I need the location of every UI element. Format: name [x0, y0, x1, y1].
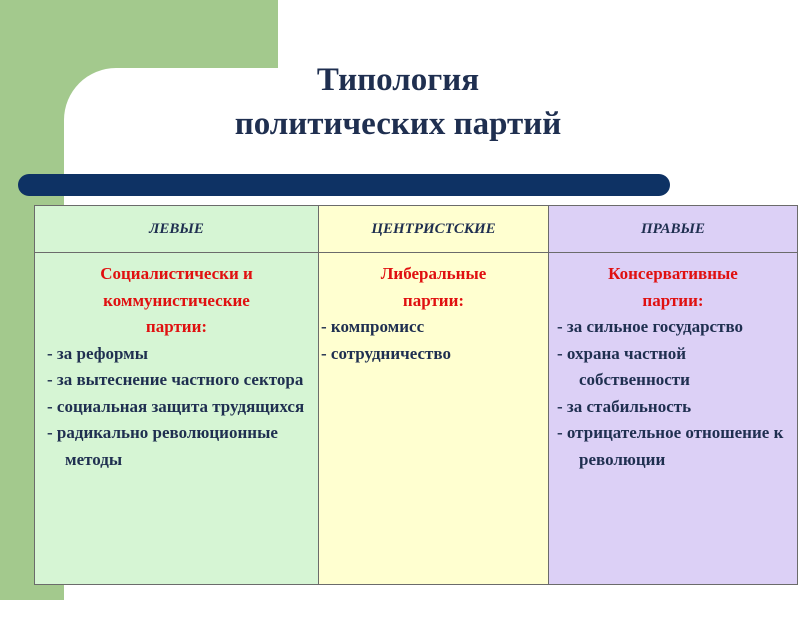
left-parties-title — [35, 261, 318, 341]
list-item: - радикально революционные методы — [47, 423, 278, 469]
right-parties-title — [549, 261, 797, 314]
party-typology-table — [34, 205, 798, 585]
centrist-parties-list — [319, 314, 548, 367]
header-right: ПРАВЫЕ — [549, 206, 798, 253]
list-item: - отрицательное отношение к революции — [557, 423, 784, 469]
centrist-parties-cell — [319, 253, 549, 585]
left-parties-cell — [35, 253, 319, 585]
list-item: - компромисс — [321, 317, 425, 336]
list-item: - за сильное государство — [557, 317, 744, 336]
header-center: ЦЕНТРИСТСКИЕ — [319, 206, 549, 253]
left-parties-list — [35, 341, 318, 474]
right-parties-cell — [549, 253, 798, 585]
centrist-title-line: Либеральные — [380, 264, 487, 283]
left-title-line: партии: — [145, 317, 208, 336]
table-body-row — [35, 253, 798, 585]
title-line-1: Типология — [316, 62, 480, 98]
list-item: - за вытеснение частного сектора — [47, 370, 304, 389]
list-item: - охрана частной собственности — [557, 343, 690, 389]
right-title-line: партии: — [642, 290, 704, 310]
title-line-2: политических партий — [234, 106, 562, 142]
list-item: - сотрудничество — [321, 343, 451, 363]
title-divider-bar — [18, 174, 670, 196]
table-header-row — [35, 206, 798, 253]
centrist-parties-title — [319, 261, 548, 314]
header-left: ЛЕВЫЕ — [35, 206, 319, 253]
list-item: - за стабильность — [557, 396, 692, 416]
centrist-title-line: партии: — [402, 290, 465, 310]
slide-title — [148, 58, 648, 146]
list-item: - социальная защита трудящихся — [47, 396, 305, 416]
left-title-line: Социалистически и — [100, 264, 253, 283]
left-title-line: коммунистические — [103, 290, 250, 310]
list-item: - за реформы — [47, 343, 149, 363]
right-title-line: Консервативные — [608, 264, 738, 283]
right-parties-list — [549, 314, 797, 473]
